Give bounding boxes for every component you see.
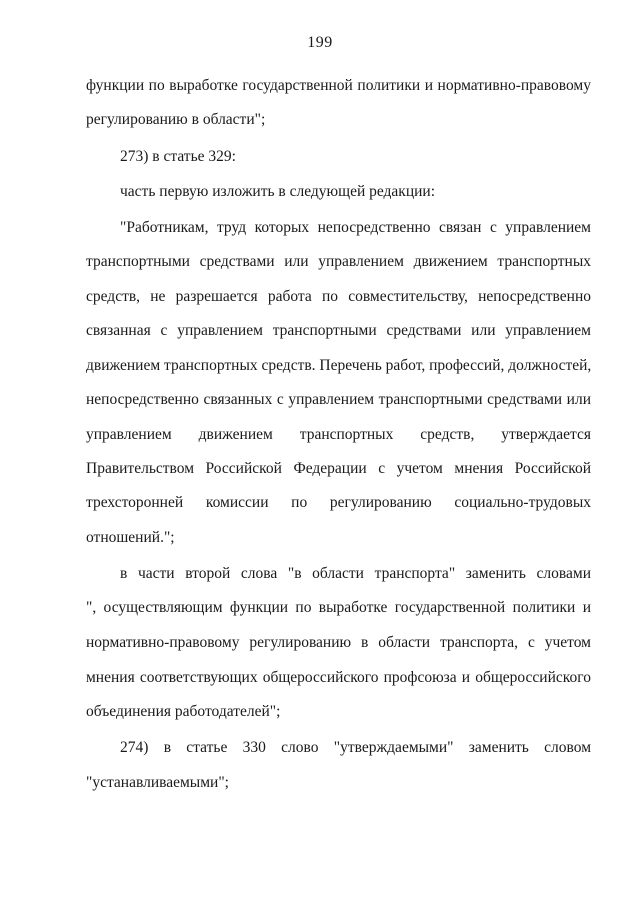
text-line: управлением движением транспортных средств, утверждается	[86, 426, 591, 443]
text-line: движением транспортных средств. Перечень работ, профессий, должностей,	[86, 357, 592, 374]
text-line: трехсторонней комиссии по регулированию социально-трудовых	[86, 494, 591, 511]
text-line: "устанавливаемыми";	[86, 774, 229, 791]
text-line: функции по выработке государственной политики и нормативно-правовому	[86, 77, 591, 94]
text-line: мнения соответствующих общероссийского профсоюза и общероссийского	[86, 669, 591, 686]
text-line: объединения работодателей";	[86, 703, 281, 720]
text-line: непосредственно связанных с управлением транспортными средствами или	[86, 391, 591, 408]
text-line: регулированию в области";	[86, 111, 266, 128]
text-line: 274) в статье 330 слово "утверждаемыми" заменить словом	[120, 739, 591, 756]
text-line: "Работникам, труд которых непосредственно связан с управлением	[120, 219, 591, 236]
text-line: средств, не разрешается работа по совместительству, непосредственно	[86, 288, 591, 305]
text-line: часть первую изложить в следующей редакции:	[120, 183, 436, 200]
page-number: 199	[307, 34, 333, 51]
text-line: ", осуществляющим функции по выработке государственной политики и	[86, 599, 591, 616]
text-line: отношений.";	[86, 529, 175, 546]
text-line: Правительством Российской Федерации с учетом мнения Российской	[86, 460, 591, 477]
text-line: связанная с управлением транспортными средствами или управлением	[86, 322, 591, 339]
text-line: в части второй слова "в области транспорта" заменить словами	[120, 565, 591, 582]
text-line: нормативно-правовому регулированию в области транспорта, с учетом	[86, 634, 591, 651]
text-line: 273) в статье 329:	[120, 148, 236, 165]
text-line: транспортными средствами или управлением движением транспортных	[86, 253, 591, 270]
